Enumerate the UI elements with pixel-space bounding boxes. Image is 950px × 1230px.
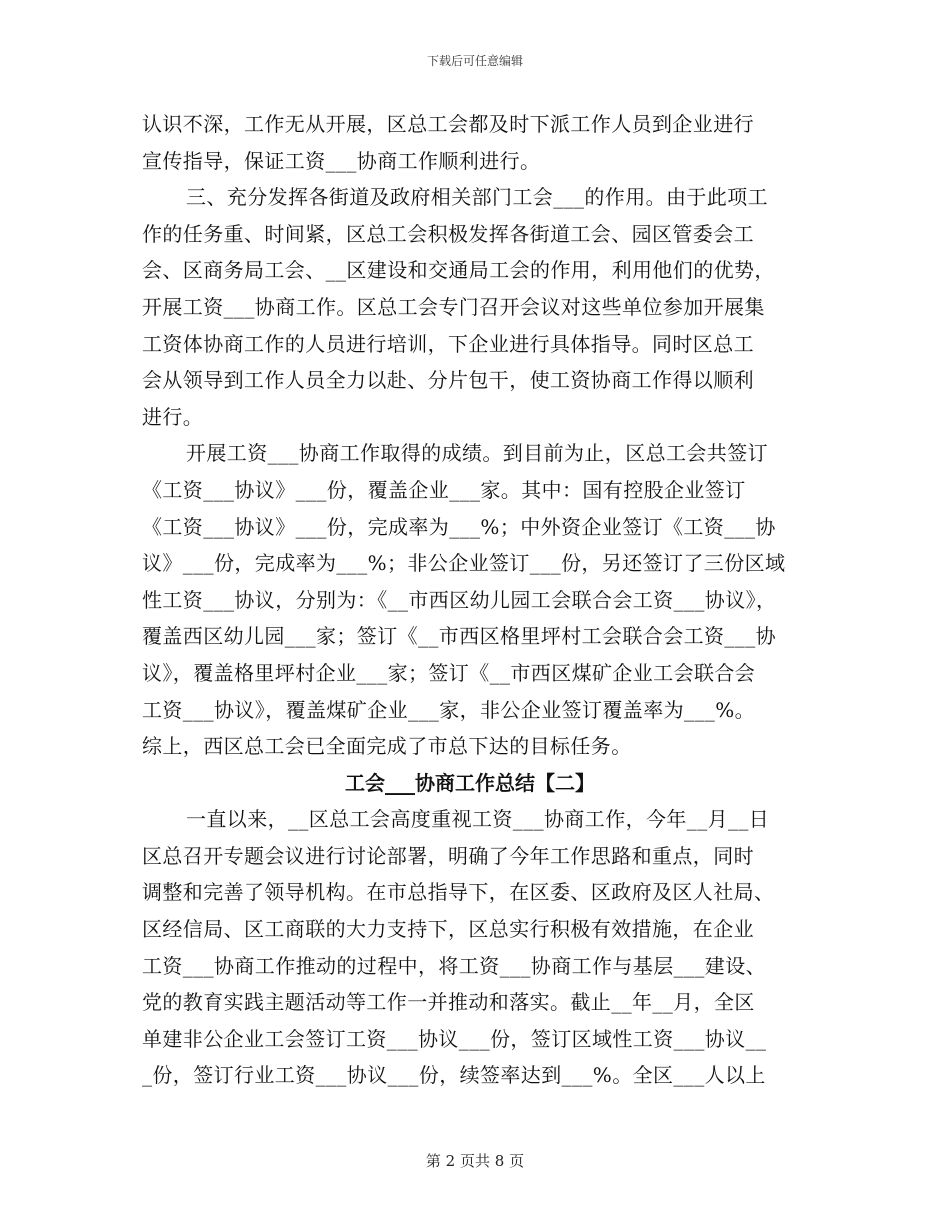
text-line: 区经信局、区工商联的大力支持下，区总实行积极有效措施，在企业 <box>142 917 754 942</box>
text-line: 工资体协商工作的人员进行培训，下企业进行具体指导。同时区总工 <box>142 331 754 356</box>
text-line: 作的任务重、时间紧，区总工会积极发挥各街道工会、园区管委会工 <box>142 221 754 246</box>
text-line: 单建非公企业工会签订工资___协议___份，签订区域性工资___协议__ <box>142 1026 767 1051</box>
text-line: 议》___份，完成率为___%；非公企业签订___份，另还签订了三份区域 <box>142 551 786 576</box>
section-heading: 工会___协商工作总结【二】 <box>345 770 595 795</box>
document-body <box>142 106 822 1094</box>
text-line: 性工资___协议，分别为：《__市西区幼儿园工会联合会工资___协议》， <box>142 587 777 612</box>
text-line: 认识不深，工作无从开展，区总工会都及时下派工作人员到企业进行 <box>142 112 754 136</box>
text-line: 三、充分发挥各街道及政府相关部门工会___的作用。由于此项工 <box>186 185 768 210</box>
text-line: 工资___协商工作推动的过程中，将工资___协商工作与基层___建设、 <box>142 953 766 978</box>
text-line: 区总召开专题会议进行讨论部署，明确了今年工作思路和重点，同时 <box>142 843 754 868</box>
text-line: 议》，覆盖格里坪村企业___家；签订《__市西区煤矿企业工会联合会 <box>142 660 756 685</box>
paragraph-results <box>142 435 822 764</box>
text-line: 会、区商务局工会、__区建设和交通局工会的作用，利用他们的优势， <box>142 258 775 283</box>
page-number: 第 2 页共 8 页 <box>425 1152 525 1170</box>
text-line: _份，签订行业工资___协议___份，续签率达到___%。全区___人以上 <box>142 1063 766 1088</box>
text-line: 覆盖西区幼儿园___家；签订《__市西区格里坪村工会联合会工资___协 <box>142 624 776 649</box>
text-line: 进行。 <box>142 404 204 429</box>
page-header: 下载后可任意编辑 <box>426 54 523 68</box>
text-line: 调整和完善了领导机构。在市总指导下，在区委、区政府及区人社局、 <box>142 880 775 905</box>
text-line: 综上，西区总工会已全面完成了市总下达的目标任务。 <box>142 734 632 759</box>
text-line: 工资___协议》，覆盖煤矿企业___家，非公企业签订覆盖率为___%。 <box>142 697 756 722</box>
text-line: 党的教育实践主题活动等工作一并推动和落实。截止__年__月，全区 <box>142 990 755 1015</box>
paragraph-section-two <box>142 801 822 1094</box>
text-line: 开展工资___协商工作。区总工会专门召开会议对这些单位参加开展集 <box>142 294 765 319</box>
text-line: 一直以来，__区总工会高度重视工资___协商工作，今年__月__日 <box>186 807 770 832</box>
text-line: 《工资___协议》___份，完成率为___%；中外资企业签订《工资___协 <box>142 514 776 539</box>
text-line: 开展工资___协商工作取得的成绩。到目前为止，区总工会共签订 <box>186 441 768 466</box>
text-line: 会从领导到工作人员全力以赴、分片包干，使工资协商工作得以顺利 <box>142 368 754 393</box>
paragraph-continuation <box>142 106 822 179</box>
text-line: 宣传指导，保证工资___协商工作顺利进行。 <box>142 148 541 173</box>
paragraph-section-three <box>142 179 822 435</box>
text-line: 《工资___协议》___份，覆盖企业___家。其中：国有控股企业签订 <box>142 477 746 502</box>
